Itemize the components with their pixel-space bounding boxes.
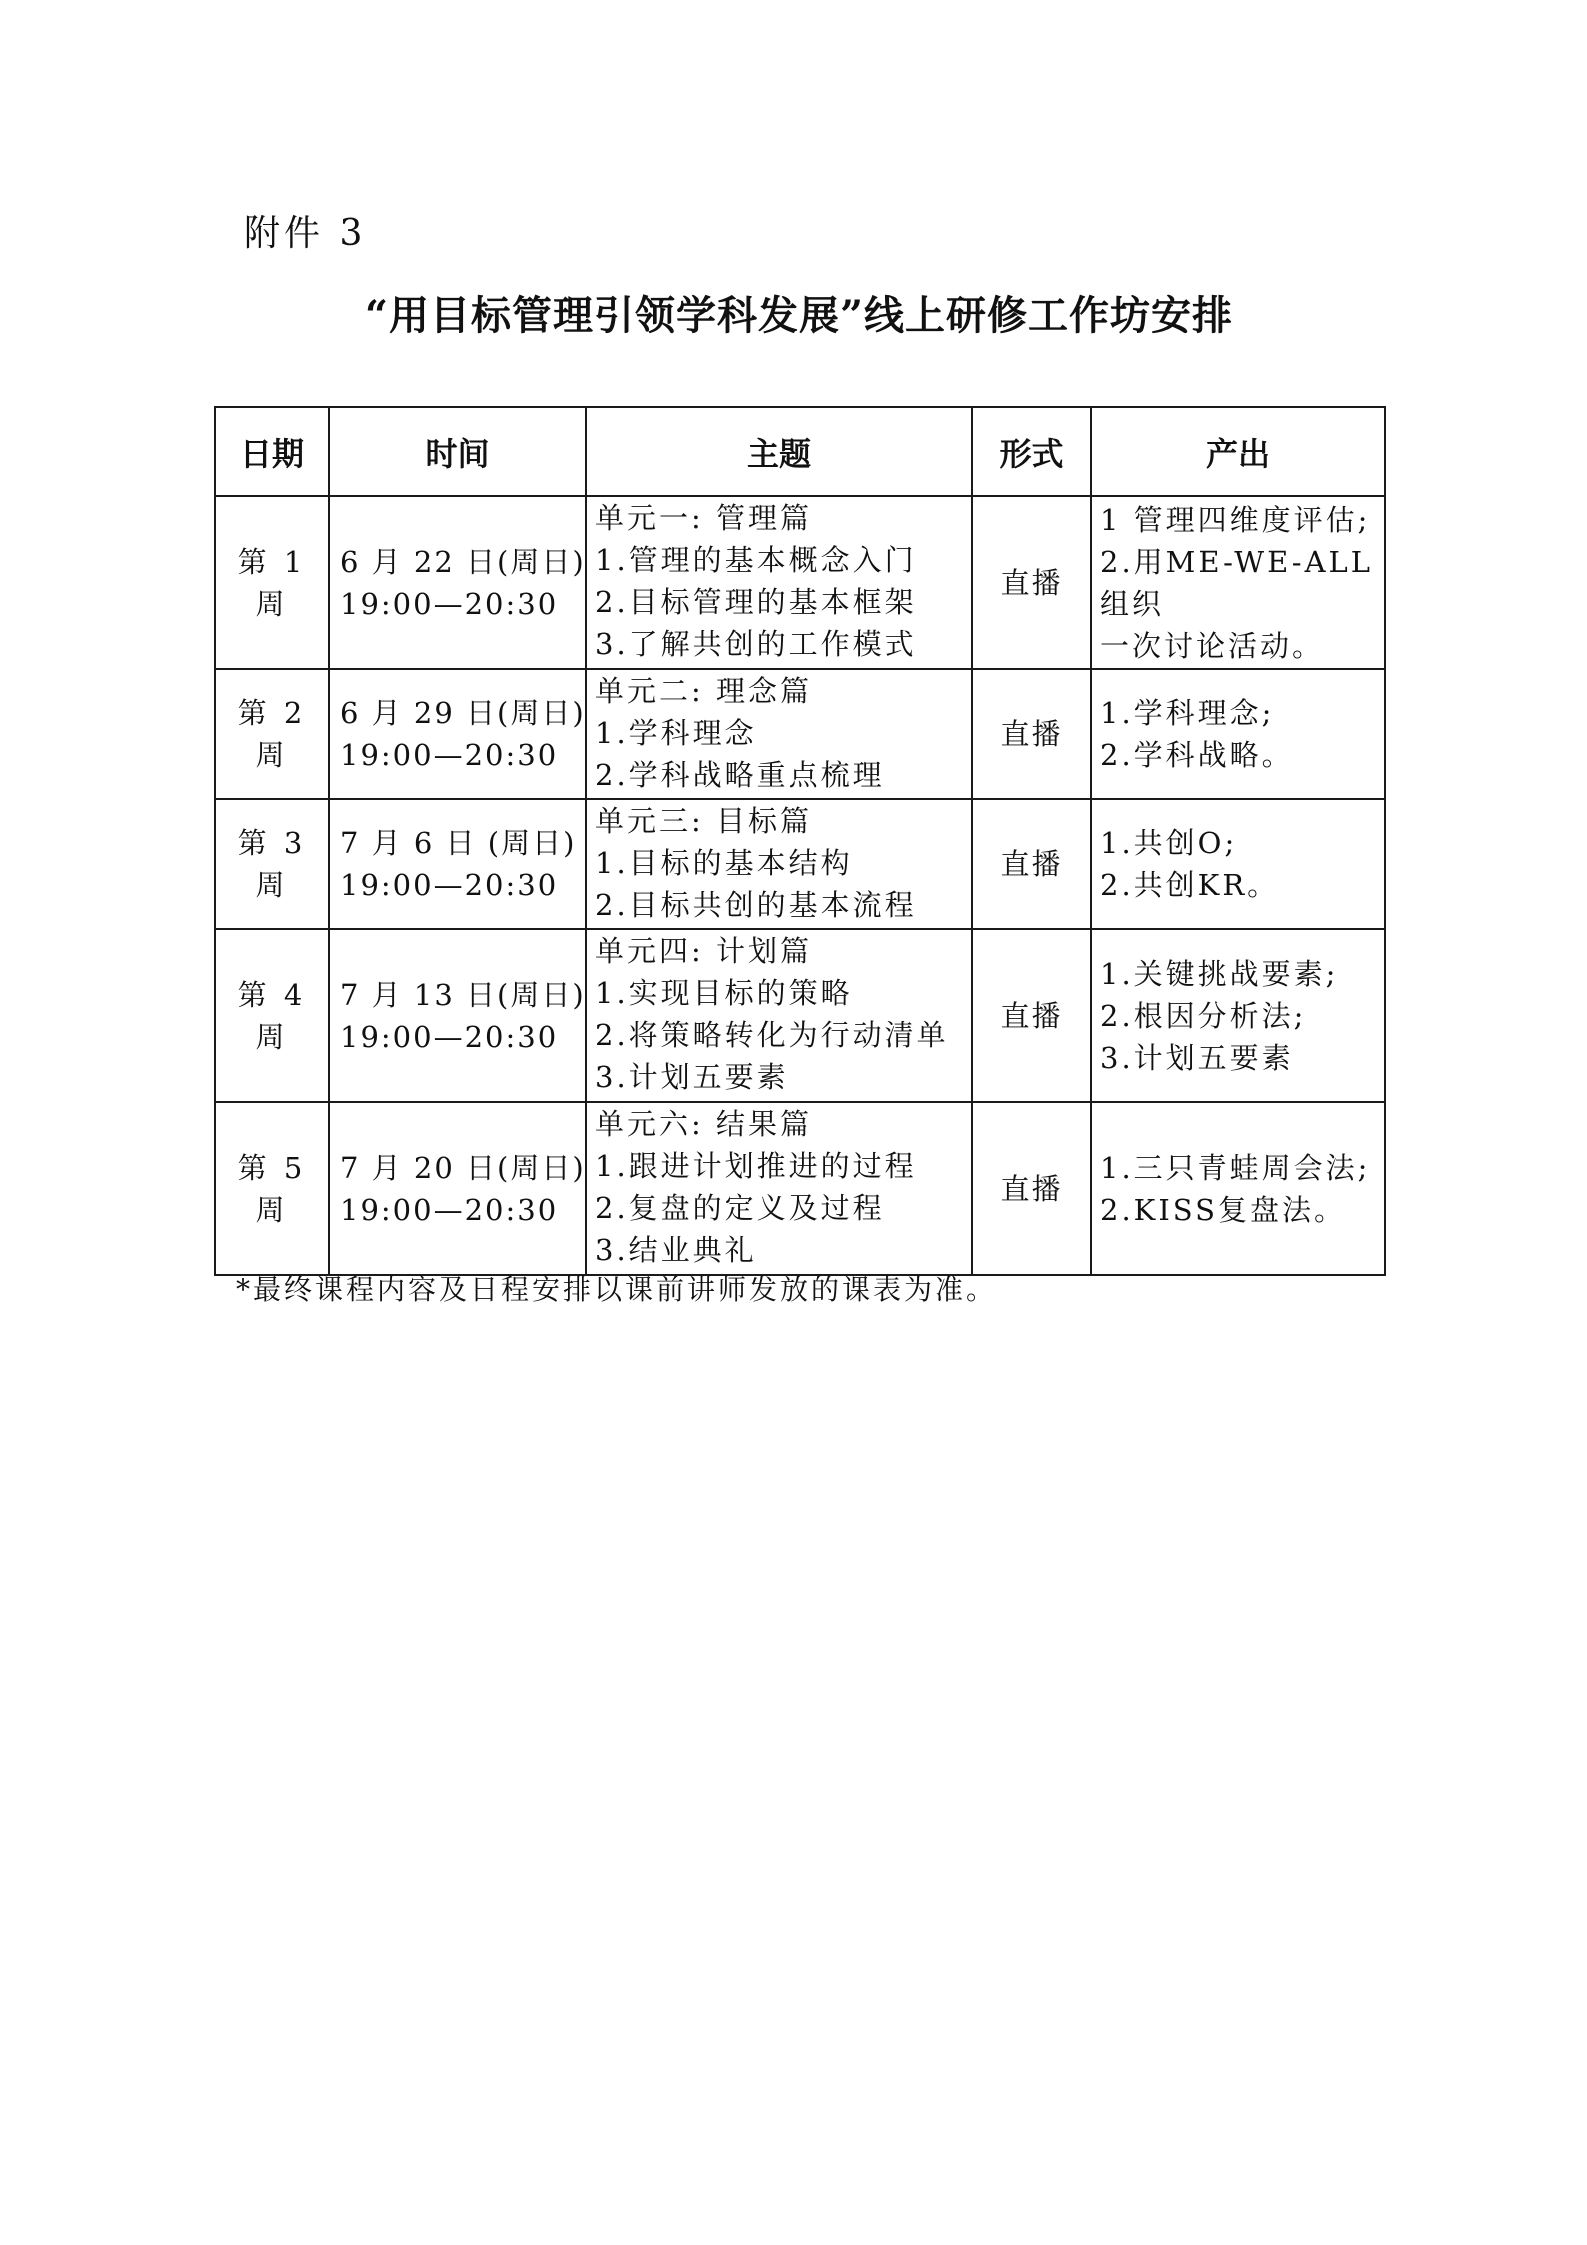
unit-title: 单元四: 计划篇 (595, 934, 812, 968)
output-item: 2.学科战略。 (1100, 738, 1294, 772)
format-cell: 直播 (972, 799, 1091, 929)
topic-item: 1.跟进计划推进的过程 (595, 1149, 917, 1183)
footnote: *最终课程内容及日程安排以课前讲师发放的课表为准。 (236, 1273, 998, 1306)
table-row (215, 669, 1385, 799)
date-text: 7 月 20 日(周日) (340, 1150, 586, 1185)
format-cell: 直播 (972, 669, 1091, 799)
output-item: 1 管理四维度评估; (1100, 502, 1371, 537)
header-date: 日期 (215, 407, 329, 496)
output-cell (1091, 799, 1385, 929)
output-item: 一次讨论活动。 (1100, 628, 1325, 663)
week-cell: 第 5 周 (215, 1102, 329, 1275)
topic-item: 1.实现目标的策略 (595, 976, 853, 1010)
output-item: 2.根因分析法; (1100, 998, 1307, 1033)
week-cell: 第 3 周 (215, 799, 329, 929)
output-item: 1.关键挑战要素; (1100, 956, 1339, 991)
time-cell (329, 669, 586, 799)
output-item: 2.共创KR。 (1100, 868, 1280, 902)
table-row (215, 1102, 1385, 1275)
unit-title: 单元二: 理念篇 (595, 674, 812, 708)
header-format: 形式 (972, 407, 1091, 496)
date-text: 6 月 29 日(周日) (340, 696, 586, 730)
week-cell: 第 2 周 (215, 669, 329, 799)
schedule-table (214, 406, 1386, 1276)
attachment-label: 附件 3 (244, 213, 367, 254)
time-range-text: 19:00—20:30 (340, 586, 559, 621)
topic-item: 3.了解共创的工作模式 (595, 627, 917, 661)
unit-title: 单元一: 管理篇 (595, 501, 812, 535)
date-text: 7 月 6 日 (周日) (340, 826, 577, 860)
table-row (215, 496, 1385, 669)
output-cell (1091, 929, 1385, 1102)
time-cell (329, 496, 586, 669)
header-output: 产出 (1091, 407, 1385, 496)
document-title: “用目标管理引领学科发展”线上研修工作坊安排 (364, 292, 1233, 339)
time-cell (329, 1102, 586, 1275)
format-cell: 直播 (972, 929, 1091, 1102)
output-item: 3.计划五要素 (1100, 1040, 1294, 1075)
topic-item: 3.结业典礼 (595, 1233, 757, 1267)
output-cell (1091, 496, 1385, 669)
week-cell: 第 4 周 (215, 929, 329, 1102)
table-row (215, 799, 1385, 929)
topic-cell (586, 929, 972, 1102)
table-row (215, 929, 1385, 1102)
time-range-text: 19:00—20:30 (340, 738, 559, 772)
output-item: 1.三只青蛙周会法; (1100, 1150, 1371, 1185)
topic-item: 2.学科战略重点梳理 (595, 758, 885, 792)
output-item: 1.共创O; (1100, 826, 1238, 860)
topic-item: 2.目标共创的基本流程 (595, 888, 917, 922)
topic-item: 3.计划五要素 (595, 1060, 789, 1094)
time-range-text: 19:00—20:30 (340, 1019, 559, 1054)
date-text: 6 月 22 日(周日) (340, 544, 586, 579)
unit-title: 单元三: 目标篇 (595, 804, 812, 838)
week-cell: 第 1 周 (215, 496, 329, 669)
output-cell (1091, 1102, 1385, 1275)
output-item: 2.用ME-WE-ALL组织 (1100, 544, 1374, 621)
header-time: 时间 (329, 407, 586, 496)
topic-item: 1.学科理念 (595, 716, 757, 750)
time-cell (329, 929, 586, 1102)
unit-title: 单元六: 结果篇 (595, 1107, 812, 1141)
topic-item: 1.目标的基本结构 (595, 846, 853, 880)
topic-cell (586, 669, 972, 799)
output-item: 2.KISS复盘法。 (1100, 1192, 1347, 1227)
date-text: 7 月 13 日(周日) (340, 977, 586, 1012)
topic-cell (586, 1102, 972, 1275)
time-range-text: 19:00—20:30 (340, 868, 559, 902)
topic-cell (586, 496, 972, 669)
time-range-text: 19:00—20:30 (340, 1192, 559, 1227)
output-cell (1091, 669, 1385, 799)
topic-item: 2.将策略转化为行动清单 (595, 1018, 949, 1052)
table-header-row (215, 407, 1385, 496)
time-cell (329, 799, 586, 929)
topic-item: 2.目标管理的基本框架 (595, 585, 917, 619)
format-cell: 直播 (972, 1102, 1091, 1275)
topic-item: 2.复盘的定义及过程 (595, 1191, 885, 1225)
format-cell: 直播 (972, 496, 1091, 669)
topic-item: 1.管理的基本概念入门 (595, 543, 917, 577)
output-item: 1.学科理念; (1100, 696, 1275, 730)
header-topic: 主题 (586, 407, 972, 496)
topic-cell (586, 799, 972, 929)
